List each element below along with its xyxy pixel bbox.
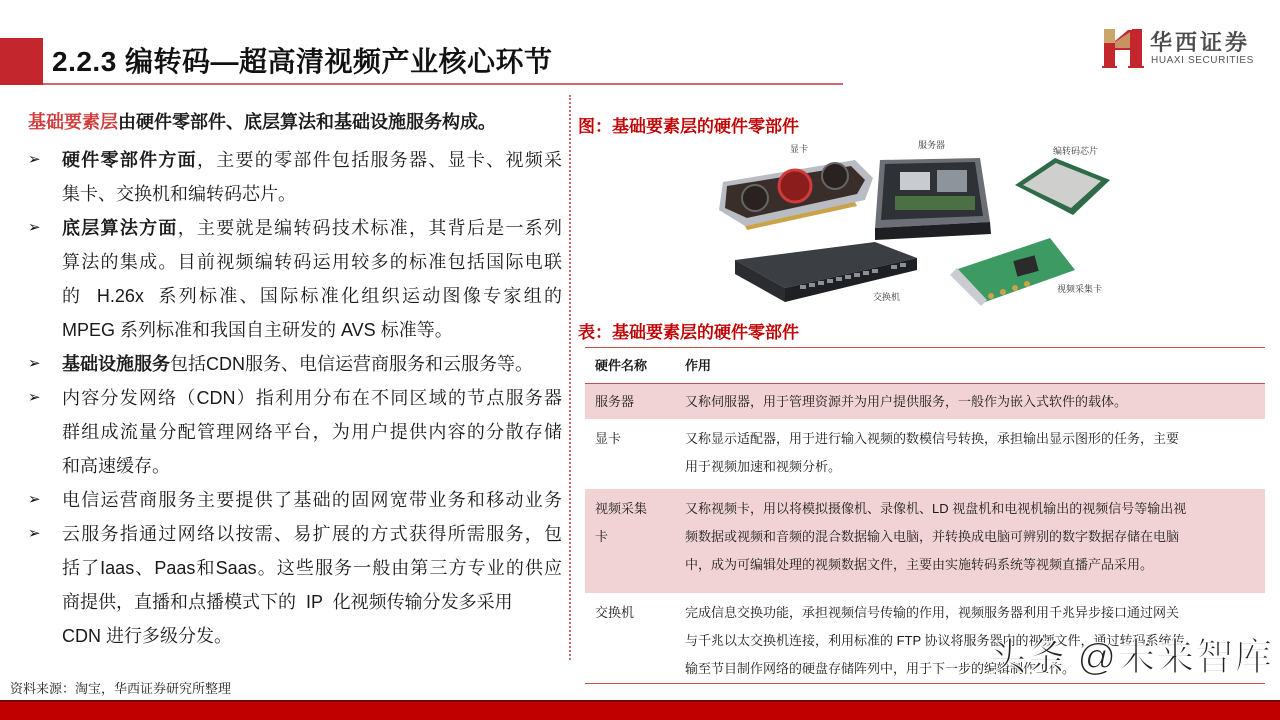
arrow-bullet-icon: ➢ (28, 525, 41, 542)
bullet-line: 集卡、交换机和编转码芯片。 (62, 184, 296, 204)
hardware-components-image (705, 130, 1125, 315)
gpu-image (719, 143, 873, 230)
bullet-hardware (28, 143, 562, 211)
bullet-list (28, 143, 562, 653)
bullet-cdn (28, 381, 562, 483)
bullet-line: 电信运营商服务主要提供了基础的固网宽带业务和移动业务 (62, 490, 562, 510)
bullet-line: 云服务指通过网络以按需、易扩展的方式获得所需服务，包 (62, 524, 562, 544)
gpu-label: 显卡 (790, 144, 809, 154)
capture-card-image (950, 238, 1102, 306)
header-accent-block (0, 38, 43, 85)
row-desc: 输至节目制作网络的硬盘存储阵列中，用于下一步的编辑制作工作。 (685, 661, 1076, 676)
table-header-row (585, 348, 1265, 383)
arrow-bullet-icon: ➢ (28, 491, 41, 508)
row-desc: 又称视频卡，用以将模拟摄像机、录像机、LD 视盘机和电视机输出的视频信号等输出视 (685, 501, 1187, 516)
bullet-algorithm (28, 211, 562, 347)
server-label: 服务器 (918, 140, 946, 150)
switch-image (735, 242, 917, 302)
capture-card-label: 视频采集卡 (1057, 284, 1103, 294)
bullet-line: 硬件零部件方面，主要的零部件包括服务器、显卡、视频采 (62, 150, 563, 170)
bullet-line: 内容分发网络（CDN）指利用分布在不同区域的节点服务器 (62, 388, 562, 408)
bullet-line: 算法的集成。目前视频编转码运用较多的标准包括国际电联 (62, 252, 562, 272)
row-desc: 与千兆以太交换机连接，利用标准的 FTP 协议将服务器内的视频文件，通过转码系统传 (685, 633, 1185, 648)
row-desc: 用于视频加速和视频分析。 (685, 459, 842, 474)
table-bottom-rule (585, 683, 1265, 684)
source-note: 资料来源：淘宝，华西证券研究所整理 (10, 681, 232, 696)
bullet-bold-lead: 硬件零部件方面 (62, 150, 197, 170)
table-title: 表：基础要素层的硬件零部件 (578, 323, 799, 342)
bullet-cloud (28, 517, 562, 653)
bullet-line: 群组成流量分配管理网络平台，为用户提供内容的分散存储 (62, 422, 562, 442)
column-divider (569, 95, 571, 660)
column-header-name: 硬件名称 (595, 358, 648, 373)
bullet-line: 基础设施服务包括CDN服务、电信运营商服务和云服务等。 (62, 354, 533, 374)
intro-rest: 由硬件零部件、底层算法和基础设施服务构成。 (118, 112, 496, 132)
bullet-line: 底层算法方面，主要就是编转码技术标准，其背后是一系列 (62, 218, 563, 238)
table-row (585, 489, 1265, 593)
bullet-line: 商提供，直播和点播模式下的 IP 化视频传输分发多采用 (62, 592, 513, 612)
arrow-bullet-icon: ➢ (28, 151, 41, 168)
bullet-line: 括了Iaas、Paas和Saas。这些服务一般由第三方专业的供应 (62, 558, 562, 578)
row-name: 交换机 (595, 605, 635, 620)
arrow-bullet-icon: ➢ (28, 219, 41, 236)
bullet-bold-lead: 底层算法方面 (62, 218, 178, 238)
bullet-telecom (28, 483, 562, 517)
table-row (585, 419, 1265, 487)
bullet-line: 的 H.26x 系列标准、国际标准化组织运动图像专家组的 (62, 286, 562, 306)
row-name: 卡 (595, 529, 609, 544)
row-name: 显卡 (595, 431, 622, 446)
figure-title: 图：基础要素层的硬件零部件 (578, 117, 799, 136)
huaxi-logo-icon (1102, 28, 1144, 68)
column-header-function: 作用 (685, 358, 712, 373)
arrow-bullet-icon: ➢ (28, 389, 41, 406)
intro-highlight: 基础要素层 (28, 112, 118, 132)
chip-label: 编转码芯片 (1053, 146, 1099, 156)
watermark: 头条 @未来智库 (988, 637, 1274, 679)
bullet-bold-lead: 基础设施服务 (62, 354, 170, 374)
arrow-bullet-icon: ➢ (28, 355, 41, 372)
row-name: 视频采集 (595, 501, 648, 516)
row-desc: 完成信息交换功能，承担视频信号传输的作用，视频服务器利用千兆异步接口通过网关 (685, 605, 1180, 620)
logo-name-en: HUAXI SECURITIES (1151, 55, 1254, 66)
row-name: 服务器 (595, 393, 635, 409)
header-underline (43, 83, 843, 85)
row-desc: 频数据或视频和音频的混合数据输入电脑，并转换成电脑可辨别的数字数据存储在电脑 (685, 529, 1180, 544)
switch-label: 交换机 (873, 292, 901, 302)
intro-sentence (28, 108, 496, 136)
page-title: 2.2.3 编转码—超高清视频产业核心环节 (52, 46, 553, 77)
chip-image (1015, 145, 1110, 215)
row-desc: 又称伺服器，用于管理资源并为用户提供服务，一般作为嵌入式软件的载体。 (685, 393, 1128, 409)
logo-name-cn: 华西证券 (1150, 30, 1251, 55)
bullet-line: 和高速缓存。 (62, 456, 170, 476)
bullet-line: CDN 进行多级分发。 (62, 626, 232, 646)
server-image (875, 139, 991, 240)
bullet-infrastructure (28, 347, 562, 381)
bullet-line: MPEG 系列标准和我国自主研发的 AVS 标准等。 (62, 320, 453, 340)
footer-bar (0, 700, 1280, 720)
table-row (585, 384, 1265, 419)
row-desc: 又称显示适配器，用于进行输入视频的数模信号转换，承担输出显示图形的任务，主要 (685, 431, 1180, 446)
row-desc: 中，成为可编辑处理的视频数据文件，主要由实施转码系统等视频直播产品采用。 (685, 557, 1154, 572)
